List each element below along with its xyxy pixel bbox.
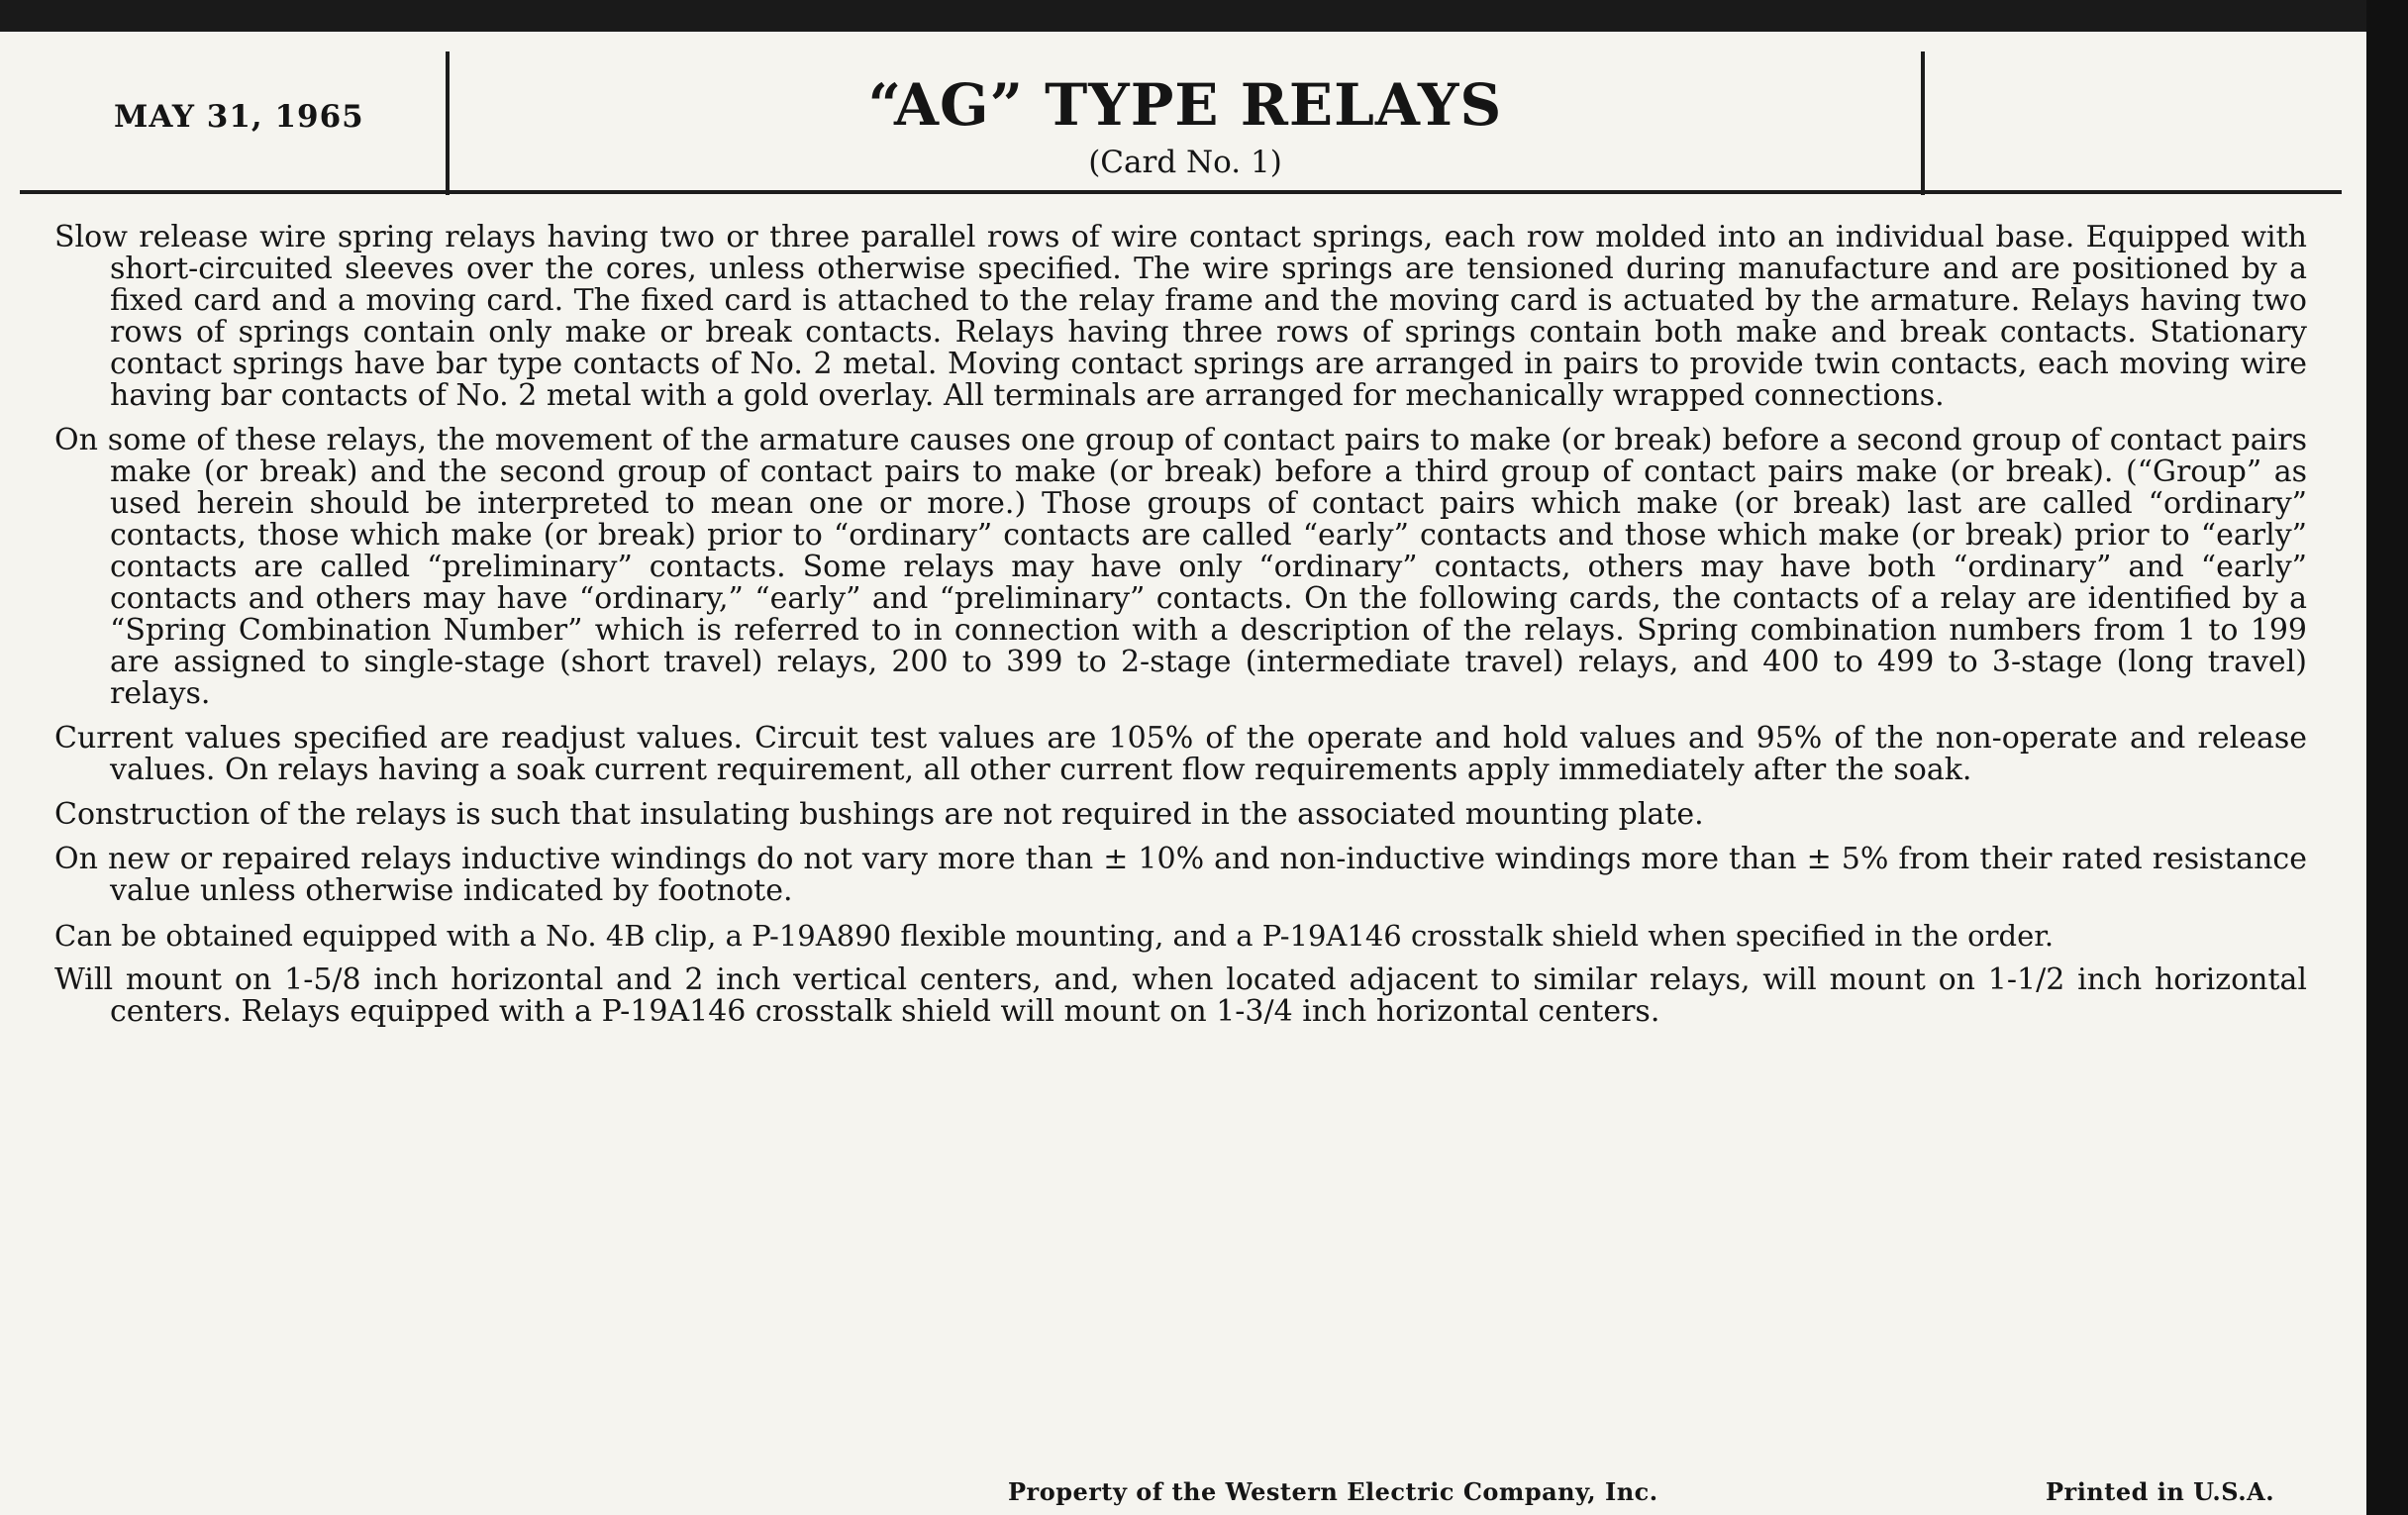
paragraph-contact-groups: On some of these relays, the movement of the armature causes one group of contact pairs to make (or break) before a second group of contact pairs make (or break) and the second group of contact pairs to make (or break) before a third group of contact pairs make (or break). (“Group” as used herein should be interpreted to mean one or more.) Those groups of contact pairs which make (or break) last are called “ordinary” contacts, those which make (or break) prior to “ordinary” contacts are called “early” contacts and those which make (or break) prior to “early” contacts are called “preliminary” contacts. Some relays may have only “ordinary” contacts, others may have both “ordinary” and “early” contacts and others may have “ordinary,” “early” and “preliminary” contacts. On the following cards, the contacts of a relay are identified by a “Spring Combination Number” which is referred to in connection with a description of the relays. Spring combination numbers from 1 to 199 are assigned to single-stage (short travel) relays, 200 to 399 to 2-stage (intermediate travel) relays, and 400 to 499 to 3-stage (long travel) relays. xyxy=(54,423,2307,711)
card-subtitle: (Card No. 1) xyxy=(1088,145,1282,180)
footer-printed: Printed in U.S.A. xyxy=(2046,1477,2275,1506)
relay-card xyxy=(0,32,2366,1515)
footer-property: Property of the Western Electric Company, Inc. xyxy=(1008,1477,1658,1506)
paragraph-construction: Construction of the relays is such that insulating bushings are not required in the associated mounting plate. xyxy=(54,797,1704,832)
header-divider-right xyxy=(1921,51,1925,195)
paragraph-current-values: Current values specified are readjust values. Circuit test values are 105% of the operate and hold values and 95% of the non-operate and release values. On relays having a soak current requirement, all other current flow requirements apply immediately after the soak. xyxy=(54,721,2307,787)
paragraph-equipment: Can be obtained equipped with a No. 4B clip, a P-19A890 flexible mounting, and a P-19A146 crosstalk shield when specified in the order. xyxy=(54,919,2055,953)
header-rule xyxy=(20,190,2342,194)
paragraph-description: Slow release wire spring relays having two or three parallel rows of wire contact springs, each row molded into an individual base. Equipped with short-circuited sleeves over the cores, unless otherwise specified. The wire springs are tensioned during manufacture and are positioned by a fixed card and a moving card. The fixed card is attached to the relay frame and the moving card is actuated by the armature. Relays having two rows of springs contain only make or break contacts. Relays having three rows of springs contain both make and break contacts. Stationary contact springs have bar type contacts of No. 2 metal. Moving contact springs are arranged in pairs to provide twin contacts, each moving wire having bar contacts of No. 2 metal with a gold overlay. All terminals are arranged for mechanically wrapped connections. xyxy=(54,220,2307,413)
card-title: “AG” TYPE RELAYS xyxy=(867,71,1503,139)
card-date: MAY 31, 1965 xyxy=(114,99,364,135)
card-body xyxy=(54,222,2307,1041)
card-header xyxy=(20,42,2342,192)
scan-edge xyxy=(2366,0,2408,1515)
paragraph-resistance: On new or repaired relays inductive windings do not vary more than ± 10% and non-inductive windings more than ± 5% from their rated resistance value unless otherwise indicated by footnote. xyxy=(54,842,2307,908)
paragraph-mounting: Will mount on 1-5/8 inch horizontal and 2 inch vertical centers, and, when located adjacent to similar relays, will mount on 1-1/2 inch horizontal centers. Relays equipped with a P-19A146 crosstalk shield will mount on 1-3/4 inch horizontal centers. xyxy=(54,962,2307,1029)
